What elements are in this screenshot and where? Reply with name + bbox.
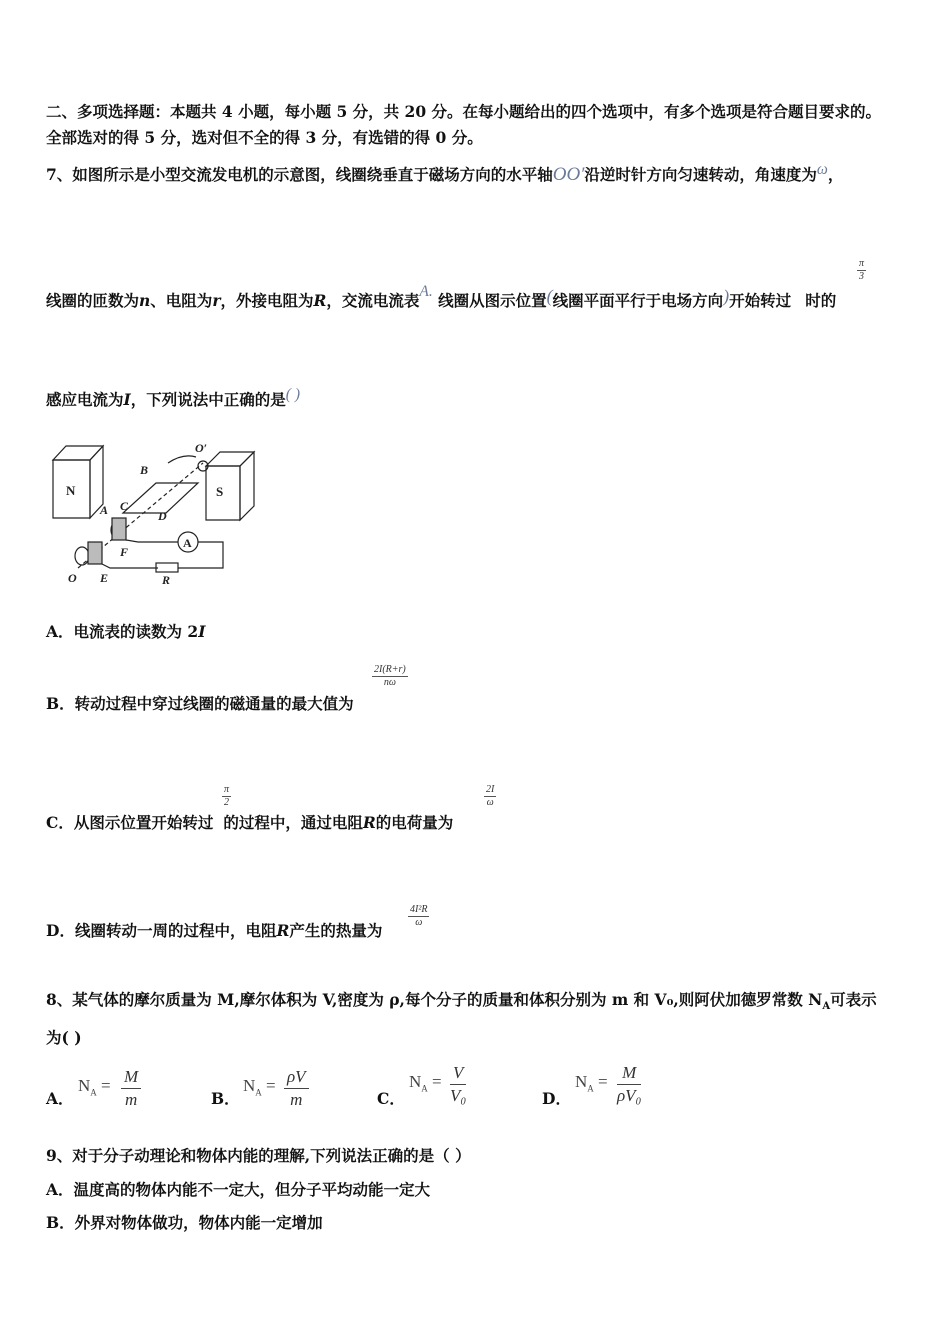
q8-option-a-label[interactable]: A． [46, 1089, 74, 1108]
q8-option-d-fraction [617, 1062, 641, 1107]
brush-F-wire [126, 540, 178, 542]
q8-option-a-lhs: $N_A$ = [78, 1076, 111, 1098]
south-magnet [206, 452, 254, 520]
q8-option-a-fraction [121, 1066, 141, 1111]
label-A: A [100, 503, 109, 517]
q7-axis-symbol: OO′ [552, 164, 585, 185]
option-var: I [198, 622, 206, 641]
q8-option-c-label[interactable]: C． [377, 1089, 405, 1108]
q7-stem-line-1 [46, 161, 844, 186]
q7-option-b-fraction [372, 664, 408, 689]
section-header-line-1: 二、多项选择题：本题共 4 小题，每小题 5 分，共 20 分。在每小题给出的四个选项中，有多个选项是符合题目要求的。 [46, 102, 882, 121]
q8-option-c-lhs: $N_A$ = [409, 1072, 442, 1094]
q7-text: 线圈的匝数为 [46, 291, 140, 310]
brush-E-wire [102, 564, 158, 568]
na-subscript: A [255, 1087, 262, 1098]
q7-text: 开始转过 [729, 291, 792, 310]
option-text: D．线圈转动一周的过程中，电阻 [46, 921, 277, 940]
q8-text: 8、某气体的摩尔质量为 M,摩尔体积为 V,密度为 ρ,每个分子的质量和体积分别为 m 和 V₀,则阿伏加德罗常数 N [46, 990, 823, 1009]
fraction-denominator: ρV₀ [617, 1086, 642, 1105]
q7-option-c[interactable] [46, 813, 453, 833]
generator-diagram [48, 438, 268, 588]
q8-option-d-label[interactable]: D． [542, 1089, 571, 1108]
q8-text: 可表示 [830, 990, 877, 1009]
na-symbol: N [78, 1076, 91, 1095]
q7-ammeter-symbol: A. [419, 283, 433, 300]
na-subscript: A [90, 1087, 97, 1098]
label-C: C [120, 499, 129, 513]
q7-stem-line-3 [46, 386, 300, 411]
fraction-numerator: π [859, 258, 865, 269]
q7-option-c-fraction [484, 784, 496, 809]
fraction-numerator: 2I [486, 784, 495, 795]
q7-text: 线圈从图示位置 [432, 291, 547, 310]
label-R: R [162, 573, 171, 587]
q7-text: 感应电流为 [46, 390, 124, 409]
q7-text: 线圈平面平行于电场方向 [552, 291, 724, 310]
q8-stem-line-1 [46, 990, 877, 1017]
q8-subscript: A [822, 1001, 831, 1013]
q8-option-c-fraction [450, 1062, 466, 1107]
label-D: D [158, 509, 167, 523]
fraction-numerator: M [121, 1066, 141, 1089]
fraction-numerator: V [450, 1062, 466, 1085]
fraction-numerator: 4I²R [410, 904, 428, 915]
q7-omega-symbol: ω [816, 161, 828, 178]
q9-option-b[interactable]: B．外界对物体做功，物体内能一定增加 [46, 1213, 323, 1232]
option-text: B．转动过程中穿过线圈的磁通量的最大值为 [46, 694, 354, 713]
option-var: R [362, 813, 376, 832]
option-text: 的过程中，通过电阻 [223, 813, 363, 832]
option-text: C．从图示位置开始转过 [46, 813, 214, 832]
na-subscript: A [587, 1083, 594, 1094]
ammeter-label: A [183, 536, 192, 550]
q9-stem: 9、对于分子动理论和物体内能的理解,下列说法正确的是（ ） [46, 1146, 471, 1165]
ring-hatch-2 [88, 542, 102, 564]
na-subscript: A [421, 1083, 428, 1094]
q7-text: ， [827, 165, 844, 184]
q7-var-R: R [313, 291, 327, 310]
fraction-denominator: m [124, 1090, 138, 1109]
fraction-numerator: 2I(R+r) [374, 664, 406, 675]
q7-text: 7、如图所示是小型交流发电机的示意图，线圈绕垂直于磁场方向的水平轴 [46, 165, 553, 184]
na-symbol: N [575, 1072, 588, 1091]
rotation-arrow [168, 456, 196, 463]
option-text: 产生的热量为 [289, 921, 383, 940]
slip-ring-2 [75, 547, 89, 565]
q7-text: 时的 [805, 291, 837, 310]
fraction-denominator: 3 [859, 271, 864, 282]
option-text: 的电荷量为 [375, 813, 454, 832]
q8-option-b-lhs: $N_A$ = [243, 1076, 276, 1098]
label-E: E [100, 571, 109, 585]
q7-var-n: n [139, 291, 151, 310]
fraction-denominator: 2 [224, 797, 229, 808]
label-O-prime: O′ [195, 441, 208, 455]
q7-var-r: r [212, 291, 221, 310]
q8-option-b-label[interactable]: B． [211, 1089, 240, 1108]
q7-var-I: I [123, 390, 131, 409]
q7-text: 沿逆时针方向匀速转动，角速度为 [584, 165, 817, 184]
q7-option-d[interactable] [46, 921, 382, 941]
fraction-denominator: ω [486, 797, 494, 808]
north-label: N [66, 483, 76, 498]
na-symbol: N [243, 1076, 256, 1095]
fraction-numerator: M [617, 1062, 641, 1085]
q7-text: ，下列说法中正确的是 [130, 390, 286, 409]
resistor [156, 563, 178, 572]
fraction-numerator: ρV [284, 1066, 309, 1089]
fraction-numerator: π [224, 784, 230, 795]
label-B: B [140, 463, 149, 477]
label-O: O [68, 571, 77, 585]
q7-text: ，交流电流表 [326, 291, 420, 310]
ring-hatch-1 [112, 518, 126, 540]
q7-option-b[interactable] [46, 694, 354, 714]
q7-answer-blank: ( ) [285, 386, 300, 403]
fraction-denominator: nω [383, 677, 396, 688]
option-text: A．电流表的读数为 2 [46, 622, 199, 641]
north-magnet [53, 446, 103, 518]
q7-paren-open: ( [546, 286, 553, 306]
na-symbol: N [409, 1072, 422, 1091]
fraction-denominator: m [290, 1090, 303, 1109]
q7-paren-close: ) [723, 286, 730, 306]
q7-text: ，外接电阻为 [220, 291, 314, 310]
fraction-denominator: V₀ [450, 1086, 467, 1105]
q7-option-d-fraction [408, 904, 429, 929]
q8-option-d-lhs: $N_A$ = [575, 1072, 608, 1094]
section-header-line-2: 全部选对的得 5 分，选对但不全的得 3 分，有选错的得 0 分。 [46, 128, 483, 147]
q7-angle-fraction [857, 258, 866, 283]
option-var: R [276, 921, 290, 940]
q7-text: 、电阻为 [150, 291, 213, 310]
q7-option-c-angle-fraction [222, 784, 231, 809]
q8-stem-line-2: 为( ) [46, 1028, 82, 1047]
south-label: S [216, 484, 224, 499]
q9-option-a[interactable]: A．温度高的物体内能不一定大，但分子平均动能一定大 [46, 1180, 431, 1199]
fraction-denominator: ω [415, 917, 423, 928]
q8-option-b-fraction [284, 1066, 309, 1111]
label-F: F [120, 545, 129, 559]
q7-option-a[interactable] [46, 622, 205, 642]
q7-stem-line-2 [46, 283, 837, 312]
